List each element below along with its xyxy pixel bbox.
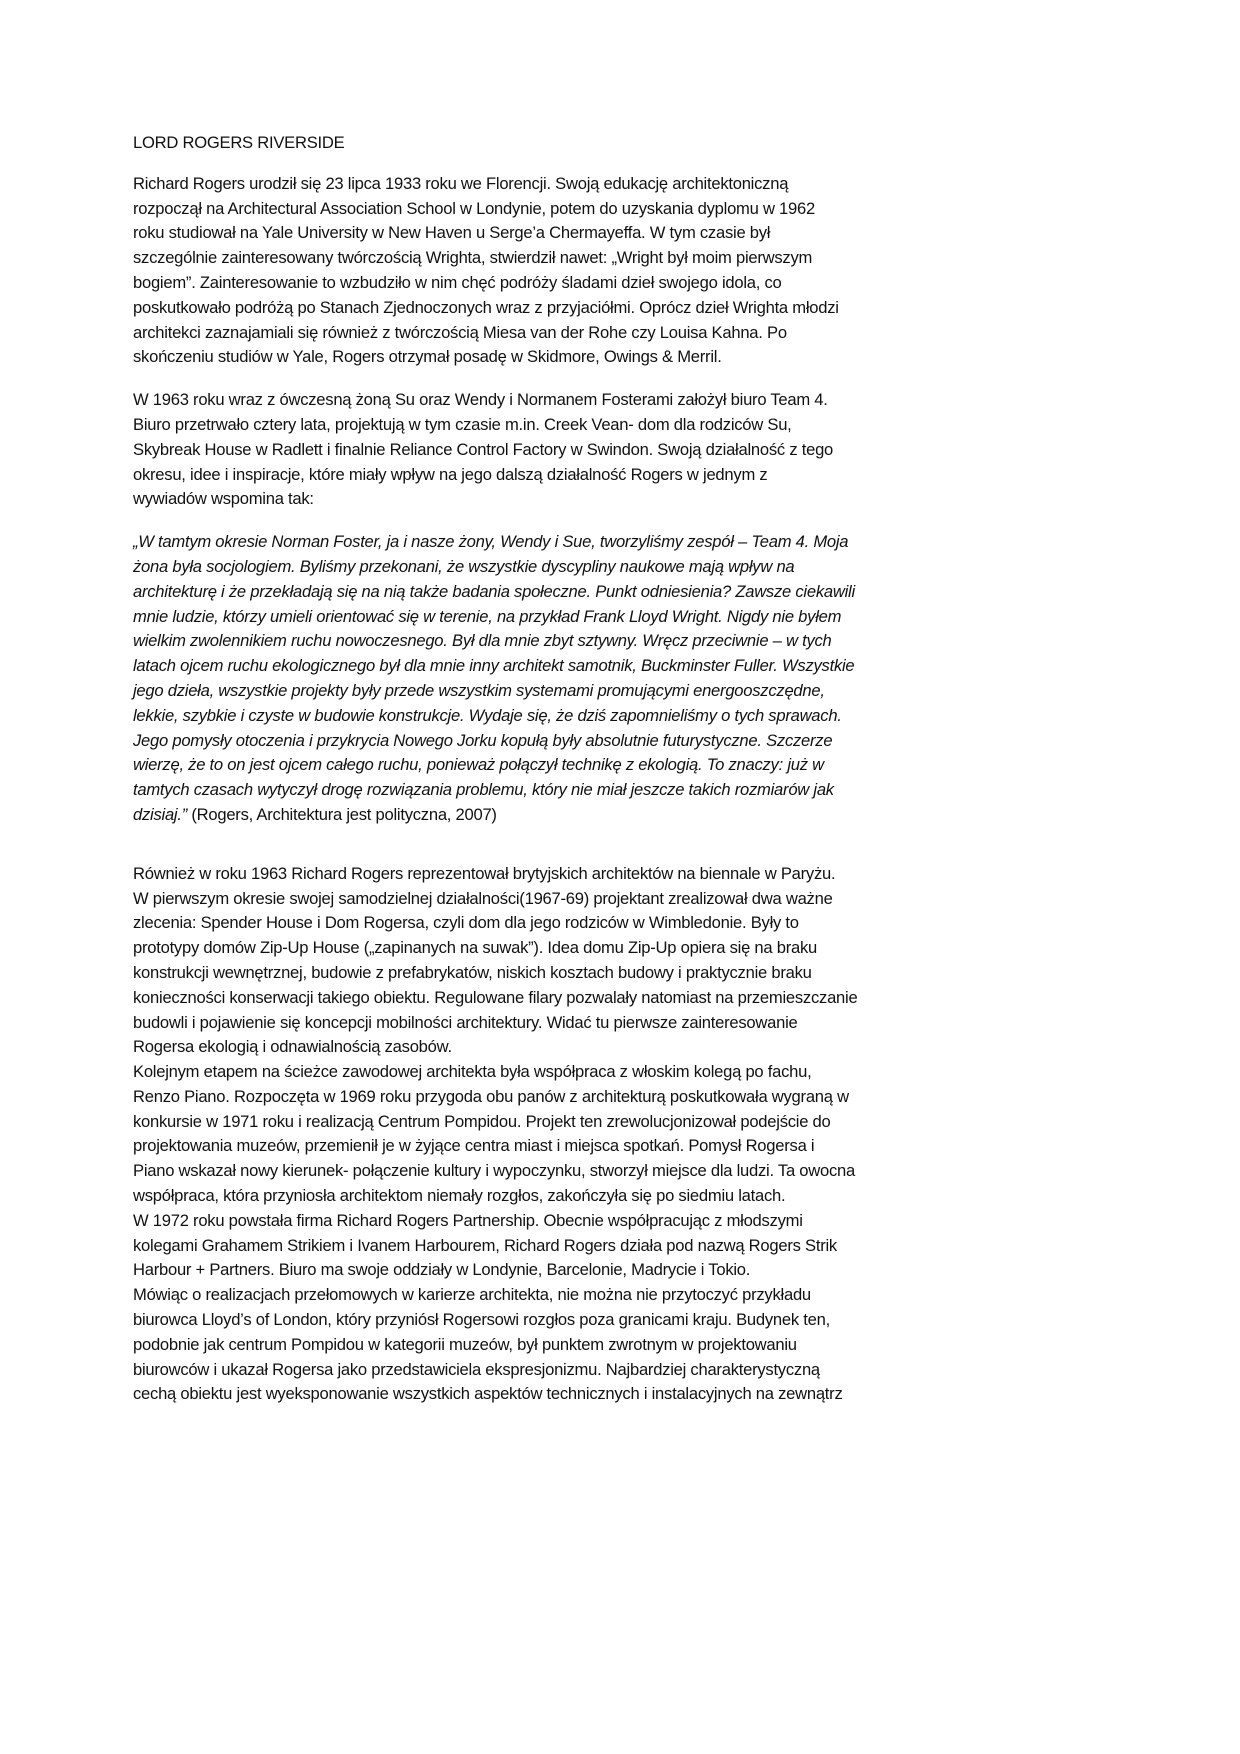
text-line: Mówiąc o realizacjach przełomowych w karierze architekta, nie można nie przytoczyć przykładu <box>133 1285 811 1305</box>
text-line: bogiem”. Zainteresowanie to wzbudziło w nim chęć podróży śladami dzieł swojego idola, co <box>133 272 782 292</box>
text-line: współpraca, która przyniosła architektom niemały rozgłos, zakończyła się po siedmiu latach. <box>133 1186 786 1206</box>
text-line: rozpoczął na Architectural Association School w Londynie, potem do uzyskania dyplomu w 1962 <box>133 198 815 218</box>
text-line: jego dzieła, wszystkie projekty były przede wszystkim systemami promującymi energooszczędne, <box>133 680 825 700</box>
text-line: projektowania muzeów, przemienił je w żyjące centra miast i miejsca spotkań. Pomysł Rogersa i <box>133 1136 815 1156</box>
text-line: architekci zaznajamiali się również z twórczością Miesa van der Rohe czy Louisa Kahna. Po <box>133 322 787 342</box>
text-line: konkursie w 1971 roku i realizacją Centrum Pompidou. Projekt ten zrewolucjonizował podejście do <box>133 1111 831 1131</box>
paragraph-biography <box>133 172 1093 370</box>
text-line: mnie ludzie, którzy umieli orientować się w terenie, na przykład Frank Lloyd Wright. Nigdy nie byłem <box>133 606 842 626</box>
quote-last-line <box>133 803 1093 828</box>
text-line: żona była socjologiem. Byliśmy przekonani, że wszystkie dyscypliny naukowe mają wpływ na <box>133 556 795 576</box>
text-line: Jego pomysły otoczenia i przykrycia Nowego Jorku kopułą były absolutnie futurystyczne. Szczerze <box>133 730 833 750</box>
text-line: prototypy domów Zip-Up House („zapinanych na suwak”). Idea domu Zip-Up opiera się na braku <box>133 938 817 958</box>
text-line: lekkie, szybkie i czyste w budowie konstrukcje. Wydaje się, że dziś zapomnieliśmy o tych sprawach. <box>133 705 842 725</box>
text-line: szczególnie zainteresowany twórczością Wrighta, stwierdził nawet: „Wright był moim pierwszym <box>133 248 813 268</box>
quote-end: dzisiaj.” <box>133 804 187 824</box>
text-line: W 1972 roku powstała firma Richard Rogers Partnership. Obecnie współpracując z młodszymi <box>133 1210 803 1230</box>
text-line: cechą obiektu jest wyeksponowanie wszystkich aspektów technicznych i instalacyjnych na zewnątrz <box>133 1384 843 1404</box>
text-line: Piano wskazał nowy kierunek- połączenie kultury i wypoczynku, stworzył miejsce dla ludzi. Ta owocna <box>133 1161 855 1181</box>
text-line: skończeniu studiów w Yale, Rogers otrzymał posadę w Skidmore, Owings & Merril. <box>133 347 722 367</box>
text-line: kolegami Grahamem Strikiem i Ivanem Harbourem, Richard Rogers działa pod nazwą Rogers Strik <box>133 1235 837 1255</box>
text-line: podobnie jak centrum Pompidou w kategorii muzeów, był punktem zwrotnym w projektowaniu <box>133 1334 797 1354</box>
text-line: biurowców i ukazał Rogersa jako przedstawiciela ekspresjonizmu. Najbardziej charakterystyczną <box>133 1359 820 1379</box>
text-line: W pierwszym okresie swojej samodzielnej działalności(1967-69) projektant zrealizował dwa ważne <box>133 888 833 908</box>
text-line: konstrukcji wewnętrznej, budowie z prefabrykatów, niskich kosztach budowy i praktycznie braku <box>133 962 812 982</box>
text-line: Również w roku 1963 Richard Rogers reprezentował brytyjskich architektów na biennale w Paryżu. <box>133 863 836 883</box>
text-line: W 1963 roku wraz z ówczesną żoną Su oraz Wendy i Normanem Fosterami założył biuro Team 4. <box>133 390 828 410</box>
text-line: Biuro przetrwało cztery lata, projektują w tym czasie m.in. Creek Vean- dom dla rodziców Su, <box>133 414 792 434</box>
quote-source: (Rogers, Architektura jest polityczna, 2007) <box>187 804 497 824</box>
text-line: wielkim zwolennikiem ruchu nowoczesnego. Był dla mnie zbyt sztywny. Wręcz przeciwnie – w tych <box>133 631 832 651</box>
text-line: Skybreak House w Radlett i finalnie Reliance Control Factory w Swindon. Swoją działalność z tego <box>133 439 834 459</box>
text-line: biurowca Lloyd’s of London, który przyniósł Rogersowi rozgłos poza granicami kraju. Budynek ten, <box>133 1310 830 1330</box>
text-line: Harbour + Partners. Biuro ma swoje oddziały w Londynie, Barcelonie, Madrycie i Tokio. <box>133 1260 751 1280</box>
text-line: „W tamtym okresie Norman Foster, ja i nasze żony, Wendy i Sue, tworzyliśmy zespół – Team 4. Moja <box>133 532 849 552</box>
text-line: konieczności konserwacji takiego obiektu. Regulowane filary pozwalały natomiast na przemieszczanie <box>133 987 858 1007</box>
document-page <box>133 131 1093 1425</box>
quote-lines <box>133 530 1093 803</box>
text-line: Renzo Piano. Rozpoczęta w 1969 roku przygoda obu panów z architekturą poskutkowała wygraną w <box>133 1086 849 1106</box>
paragraph-career <box>133 862 1093 1408</box>
text-line: zlecenia: Spender House i Dom Rogersa, czyli dom dla jego rodziców w Wimbledonie. Były to <box>133 913 799 933</box>
text-line: poskutkowało podróżą po Stanach Zjednoczonych wraz z przyjaciółmi. Oprócz dzieł Wrighta młodzi <box>133 297 839 317</box>
text-line: latach ojcem ruchu ekologicznego był dla mnie inny architekt samotnik, Buckminster Fuller. Wszystkie <box>133 656 855 676</box>
paragraph-team4 <box>133 388 1093 512</box>
text-line: wierzę, że to on jest ojcem całego ruchu, ponieważ połączył technikę z ekologią. To znaczy: już w <box>133 755 824 775</box>
text-line: Rogersa ekologią i odnawialnością zasobów. <box>133 1037 452 1057</box>
text-line: wywiadów wspomina tak: <box>133 489 314 509</box>
text-line: budowli i pojawienie się koncepcji mobilności architektury. Widać tu pierwsze zainteresowanie <box>133 1012 798 1032</box>
text-line: okresu, idee i inspiracje, które miały wpływ na jego dalszą działalność Rogers w jednym z <box>133 464 768 484</box>
text-line: Richard Rogers urodził się 23 lipca 1933 roku we Florencji. Swoją edukację architektoniczną <box>133 173 789 193</box>
document-title: LORD ROGERS RIVERSIDE <box>133 133 345 152</box>
text-line: Kolejnym etapem na ścieżce zawodowej architekta była współpraca z włoskim kolegą po fachu, <box>133 1062 812 1082</box>
text-line: tamtych czasach wytyczył drogę rozwiązania problemu, który nie miał jeszcze takich rozmiarów jak <box>133 780 834 800</box>
text-line: roku studiował na Yale University w New Haven u Serge’a Chermayeffa. W tym czasie był <box>133 223 771 243</box>
quote-block <box>133 530 1093 828</box>
text-line: architekturę i że przekładają się na nią także badania społeczne. Punkt odniesienia? Zawsze ciekawili <box>133 581 855 601</box>
